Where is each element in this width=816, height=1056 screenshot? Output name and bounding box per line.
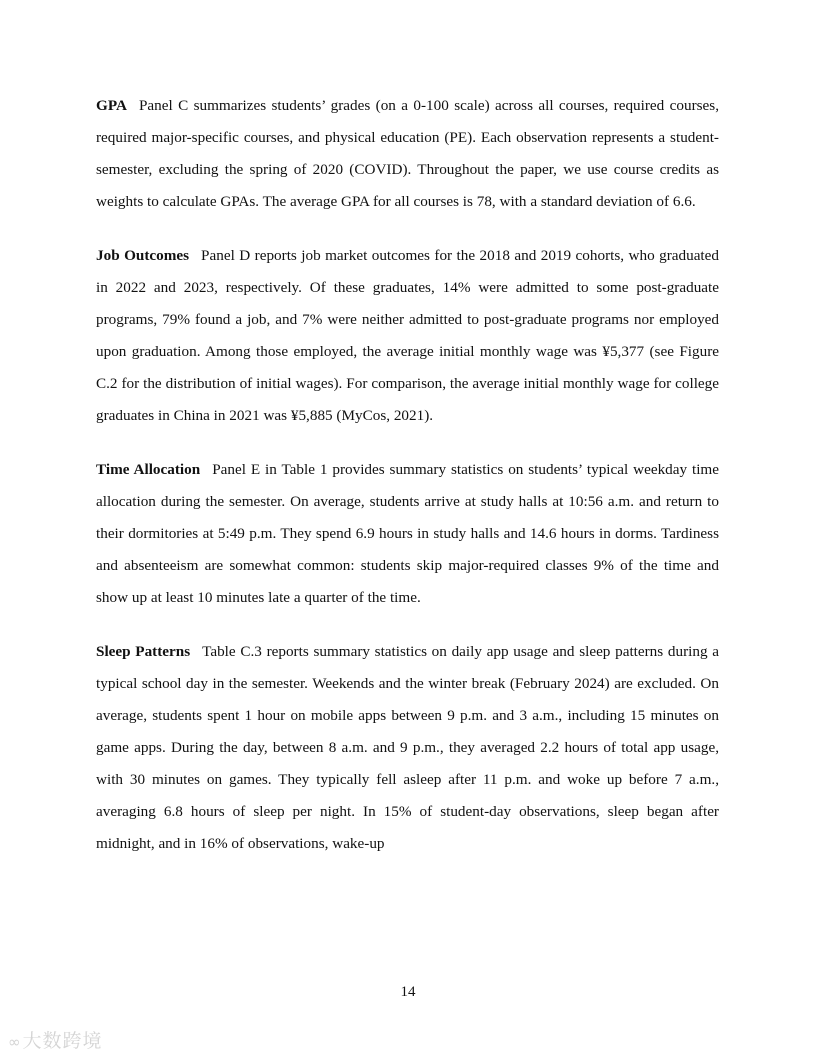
paragraph-sleep-patterns (96, 636, 719, 860)
paragraph-gpa (96, 90, 719, 218)
paragraph-heading: Time Allocation (96, 461, 201, 478)
paragraph-text: Panel C summarizes students’ grades (on a 0-100 scale) across all courses, required courses, required major-specific courses, and physical education (PE). Each observation represents a student-semester, excluding the spring of 2020 (COVID). Throughout the paper, we use course credits as weights to calculate GPAs. The average GPA for all courses is 78, with a standard deviation of 6.6. (96, 97, 719, 210)
paragraph-text: Panel D reports job market outcomes for the 2018 and 2019 cohorts, who graduated in 2022 and 2023, respectively. Of these graduates, 14% were admitted to some post-graduate programs, 79% found a job, and 7% were neither admitted to post-graduate programs nor employed upon graduation. Among those employed, the average initial monthly wage was ¥5,377 (see Figure C.2 for the distribution of initial wages). For comparison, the average initial monthly wage for college graduates in China in 2021 was ¥5,885 (MyCos, 2021). (96, 247, 719, 424)
page-body (96, 90, 719, 882)
paragraph-text: Table C.3 reports summary statistics on daily app usage and sleep patterns during a typical school day in the semester. Weekends and the winter break (February 2024) are excluded. On average, students spent 1 hour on mobile apps between 9 p.m. and 3 a.m., including 15 minutes on game apps. During the day, between 8 a.m. and 9 p.m., they averaged 2.2 hours of total app usage, with 30 minutes on games. They typically fell asleep after 11 p.m. and woke up before 7 a.m., averaging 6.8 hours of sleep per night. In 15% of student-day observations, sleep began after midnight, and in 16% of observations, wake-up (96, 643, 719, 852)
paragraph-heading: GPA (96, 97, 127, 114)
paragraph-time-allocation (96, 454, 719, 614)
watermark (8, 1026, 103, 1053)
paragraph-heading: Sleep Patterns (96, 643, 191, 660)
page-number: 14 (400, 984, 416, 1000)
paragraph-text: Panel E in Table 1 provides summary statistics on students’ typical weekday time allocation during the semester. On average, students arrive at study halls at 10:56 a.m. and return to their dormitories at 5:49 p.m. They spend 6.9 hours in study halls and 14.6 hours in dorms. Tardiness and absenteeism are somewhat common: students skip major-required classes 9% of the time and show up at least 10 minutes late a quarter of the time. (96, 461, 719, 606)
watermark-logo-icon: ∞ (8, 1033, 22, 1051)
paragraph-job-outcomes (96, 240, 719, 432)
watermark-text: 大数跨境 (22, 1030, 103, 1052)
paragraph-heading: Job Outcomes (96, 247, 190, 264)
